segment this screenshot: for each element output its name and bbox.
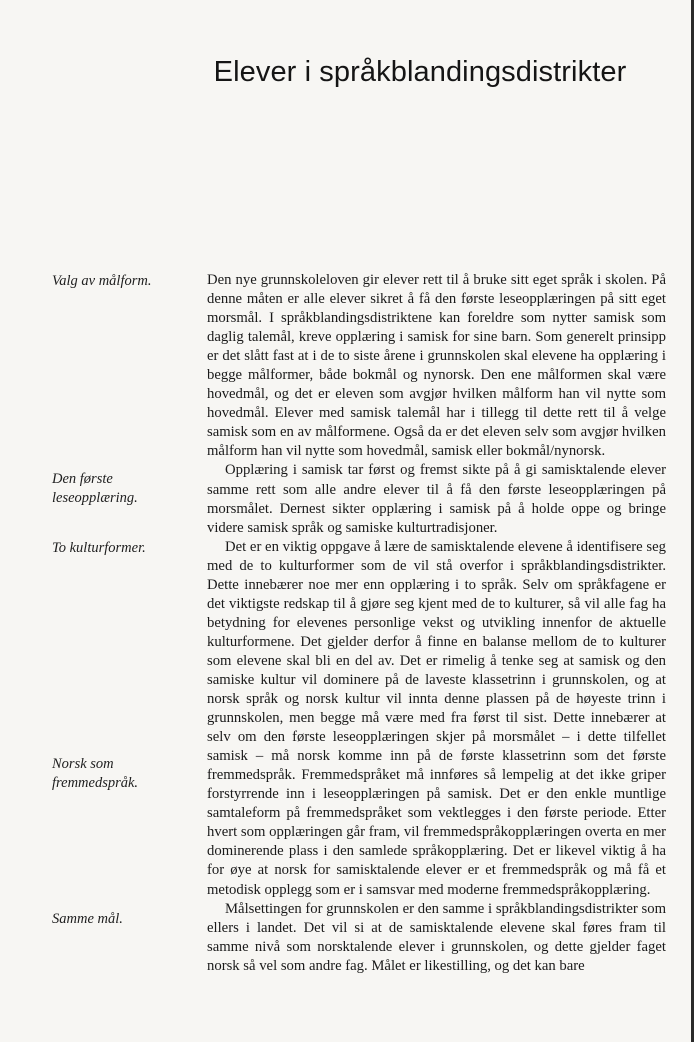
margin-note-to-kulturformer: To kulturformer. <box>52 540 146 556</box>
paragraph-den-forste-leseopplaering: Opplæring i samisk tar først og fremst sikte på å gi samisktalende elever samme rett som alle andre elever til å få den første leseopplæringen på morsmålet. Dernest sikter opplæring i samisk på å holde oppe og bringe videre samisk språk og samiske kulturtradisjoner. <box>207 462 666 536</box>
body-text <box>207 271 666 976</box>
margin-note-valg-av-malform: Valg av målform. <box>52 273 152 289</box>
page-title: Elever i språkblandingsdistrikter <box>213 56 627 88</box>
margin-note-norsk-som-fremmedsprak: Norsk som fremmedspråk. <box>52 756 139 791</box>
margin-note-den-forste-leseopplaering: Den første leseopplæring. <box>52 471 138 506</box>
margin-note-samme-mal: Samme mål. <box>52 911 123 927</box>
paragraph-to-kulturformer: Det er en viktig oppgave å lære de samisktalende elevene å identifisere seg med de to kulturformer som de vil stå overfor i språkblandingsdistrikter. Dette innebærer noe mer enn opplæring i to språk. Selv om språkfagene er det viktigste redskap til å gjøre seg kjent med de to kulturer, så vil alle fag ha betydning for elevenes personlige vekst og utvikling innenfor de aktuelle kulturformene. Det gjelder derfor å finne en balanse mellom de to kulturer som elevene skal bli en del av. Det er rimelig å tenke seg at samisk og den samiske kultur vil dominere på de laveste klassetrinn i grunnskolen, og at norsk språk og norsk kultur vil innta denne plassen på de høyeste trinn i grunnskolen, men begge må være med fra først til sist. Dette innebærer at selv om den første leseopplæringen skjer på morsmålet – i dette tilfellet samisk – må norsk komme inn på de første klassetrinn som det første fremmedspråk. Fremmedspråket må innføres så lempelig at det ikke griper forstyrrende inn i leseopplæringen på samisk. Det er den enkle muntlige samtaleform på fremmedspråket som vektlegges i den første periode. Etter hvert som opplæringen går fram, vil fremmedspråkopplæringen overta en mer dominerende plass i den samlede språkopplæring. Det er likevel viktig å ha for øye at norsk for samisktalende elever er et fremmedspråk og må få et metodisk opplegg som er i samsvar med moderne fremmedspråkopplæring. <box>207 538 666 898</box>
paragraph-samme-mal: Målsettingen for grunnskolen er den samme i språkblandingsdistrikter som ellers i landet. Det vil si at de samisktalende elevene skal føres fram til samme nivå som norsktalende elever i grunnskolen, og dette gjelder faget norsk så vel som andre fag. Målet er likestilling, og det kan bare <box>207 900 666 974</box>
paragraph-valg-av-malform: Den nye grunnskoleloven gir elever rett til å bruke sitt eget språk i skolen. På denne måten er alle elever sikret å få den første leseopplæringen på sitt eget morsmål. I språkblandingsdistriktene kan foreldre som nytter samisk som daglig talemål, kreve opplæring i samisk for sine barn. Som generelt prinsipp er det slått fast at i de to siste årene i grunnskolen skal elevene ha opplæring i begge målformer, både bokmål og nynorsk. Den ene målformen skal være hovedmål, og det er eleven som avgjør hvilken målform han vil nytte som hovedmål. Elever med samisk talemål har i tillegg til dette rett til å velge samisk som en av målformene. Også da er det eleven selv som avgjør hvilken målform han vil nytte som hovedmål, samisk eller bokmål/nynorsk. <box>207 272 666 460</box>
